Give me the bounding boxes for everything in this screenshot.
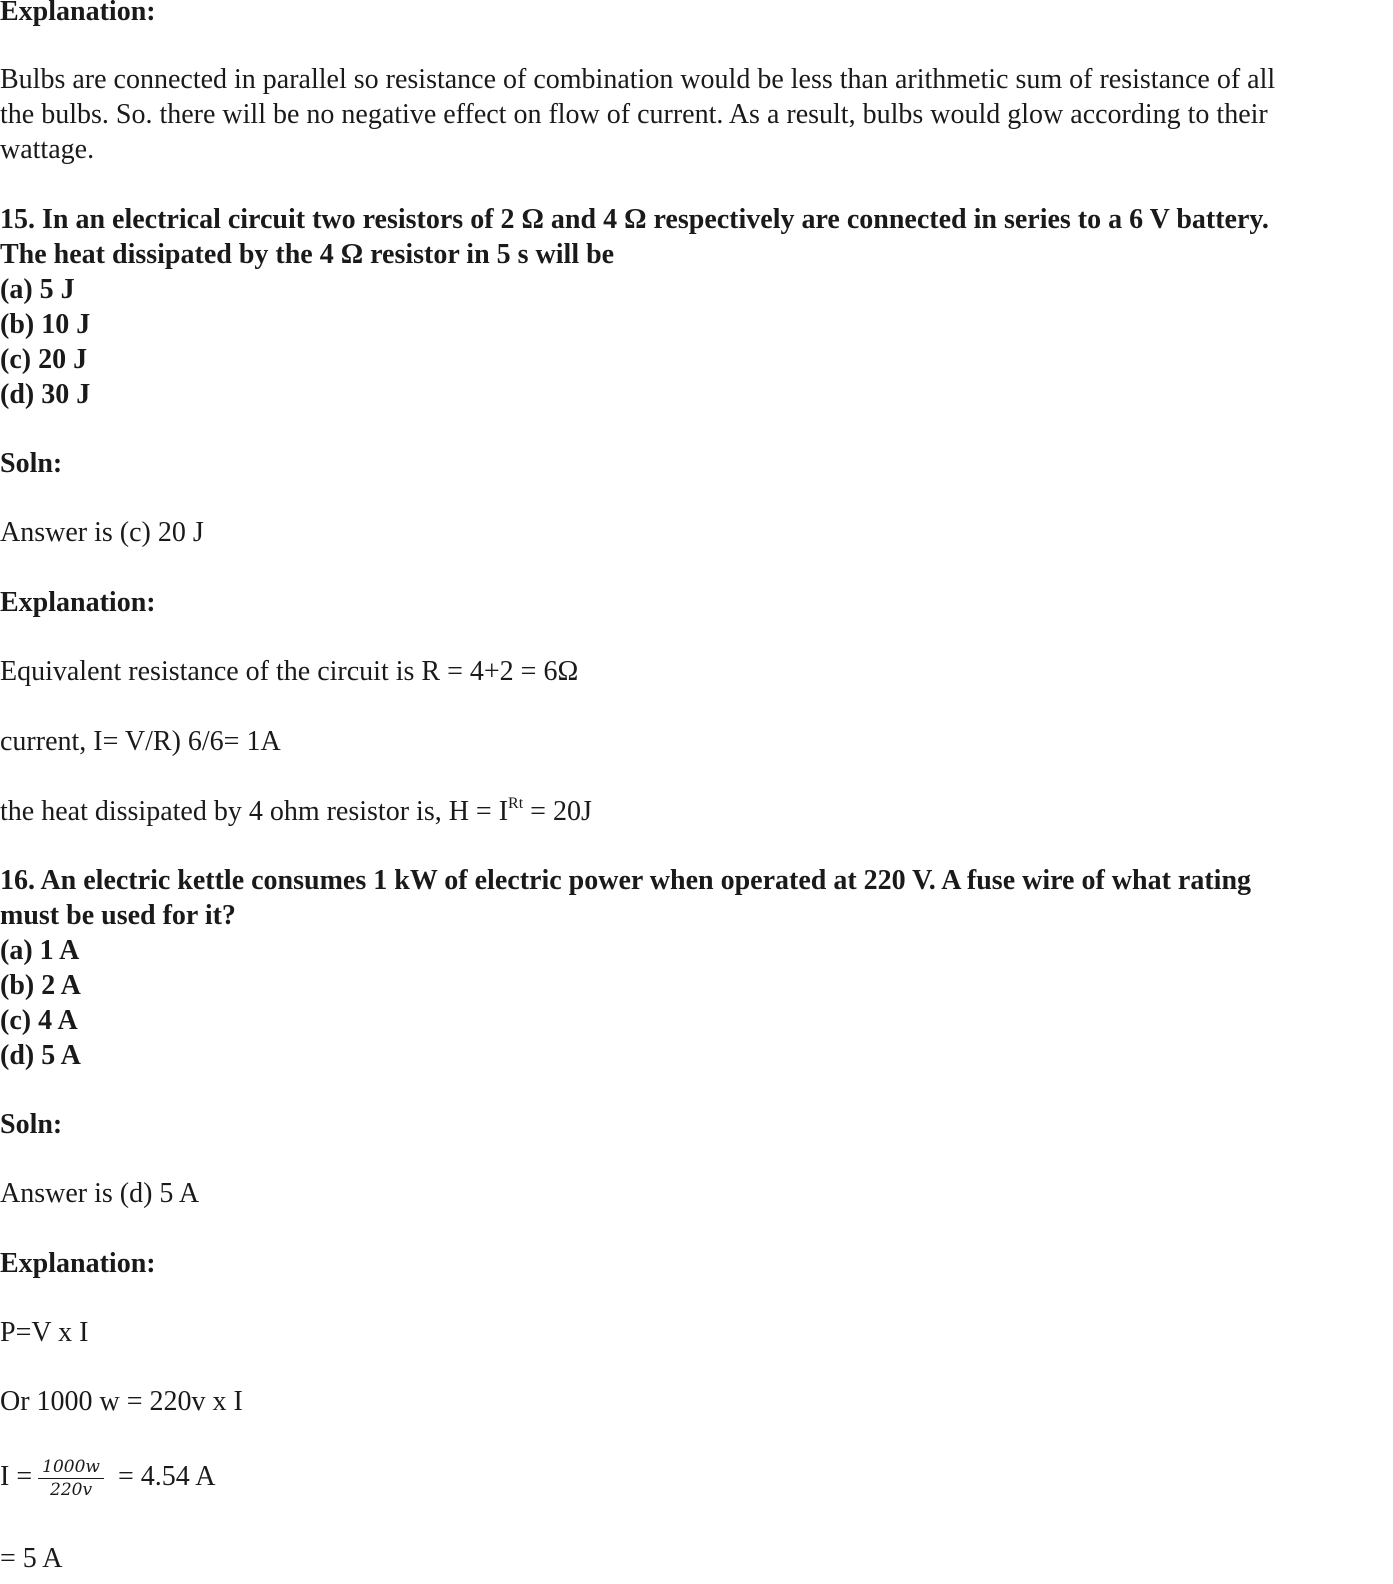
- formula-text: the heat dissipated by 4 ohm resistor is, H = I: [0, 796, 509, 827]
- option-c: (c) 4 A: [0, 1005, 78, 1036]
- question-15-line: The heat dissipated by the 4 Ω resistor in 5 s will be: [0, 239, 615, 270]
- q15-explanation-line: current, I= V/R) 6/6= 1A: [0, 726, 281, 757]
- q15-answer: Answer is (c) 20 J: [0, 517, 204, 548]
- option-a: (a) 5 J: [0, 274, 75, 305]
- fraction: [38, 1456, 104, 1501]
- q16-final-answer: = 5 A: [0, 1543, 63, 1574]
- question-16-line: 16. An electric kettle consumes 1 kW of electric power when operated at 220 V. A fuse wire of what rating: [0, 865, 1252, 896]
- fraction-denominator: 220v: [50, 1480, 93, 1501]
- q16-explanation-line: Or 1000 w = 220v x I: [0, 1386, 243, 1417]
- q15-explanation-line: Equivalent resistance of the circuit is R = 4+2 = 6Ω: [0, 656, 579, 687]
- q16-answer: Answer is (d) 5 A: [0, 1178, 200, 1209]
- question-16-line: must be used for it?: [0, 900, 236, 931]
- q16-explanation-line: P=V x I: [0, 1317, 89, 1348]
- question-15-line: 15. In an electrical circuit two resistors of 2 Ω and 4 Ω respectively are connected in series to a 6 V battery.: [0, 204, 1269, 235]
- formula-result: = 20J: [523, 796, 592, 827]
- fraction-result: = 4.54 A: [117, 1461, 216, 1492]
- q16-explanation-heading: Explanation:: [0, 1248, 156, 1279]
- option-d: (d) 30 J: [0, 379, 91, 410]
- option-b: (b) 10 J: [0, 309, 91, 340]
- q15-heat-formula: [0, 794, 592, 829]
- q16-fraction-line: [0, 1452, 215, 1502]
- q15-explanation-heading: Explanation:: [0, 587, 156, 618]
- fraction-lhs: I =: [0, 1461, 33, 1492]
- intro-line: the bulbs. So. there will be no negative effect on flow of current. As a result, bulbs would glow according to their: [0, 99, 1268, 130]
- option-b: (b) 2 A: [0, 970, 81, 1001]
- option-d: (d) 5 A: [0, 1040, 81, 1071]
- option-c: (c) 20 J: [0, 344, 88, 375]
- intro-explanation-heading: Explanation:: [0, 0, 156, 27]
- option-a: (a) 1 A: [0, 935, 80, 966]
- question-15: [0, 202, 1269, 412]
- intro-line: Bulbs are connected in parallel so resistance of combination would be less than arithmetic sum of resistance of all: [0, 64, 1276, 95]
- fraction-numerator: 1000w: [38, 1456, 104, 1479]
- formula-superscript: Rt: [508, 795, 524, 812]
- q16-soln-label: Soln:: [0, 1109, 63, 1140]
- question-16: [0, 863, 1251, 1073]
- intro-explanation-paragraph: [0, 62, 1393, 167]
- intro-line: wattage.: [0, 134, 95, 165]
- q15-soln-label: Soln:: [0, 448, 63, 479]
